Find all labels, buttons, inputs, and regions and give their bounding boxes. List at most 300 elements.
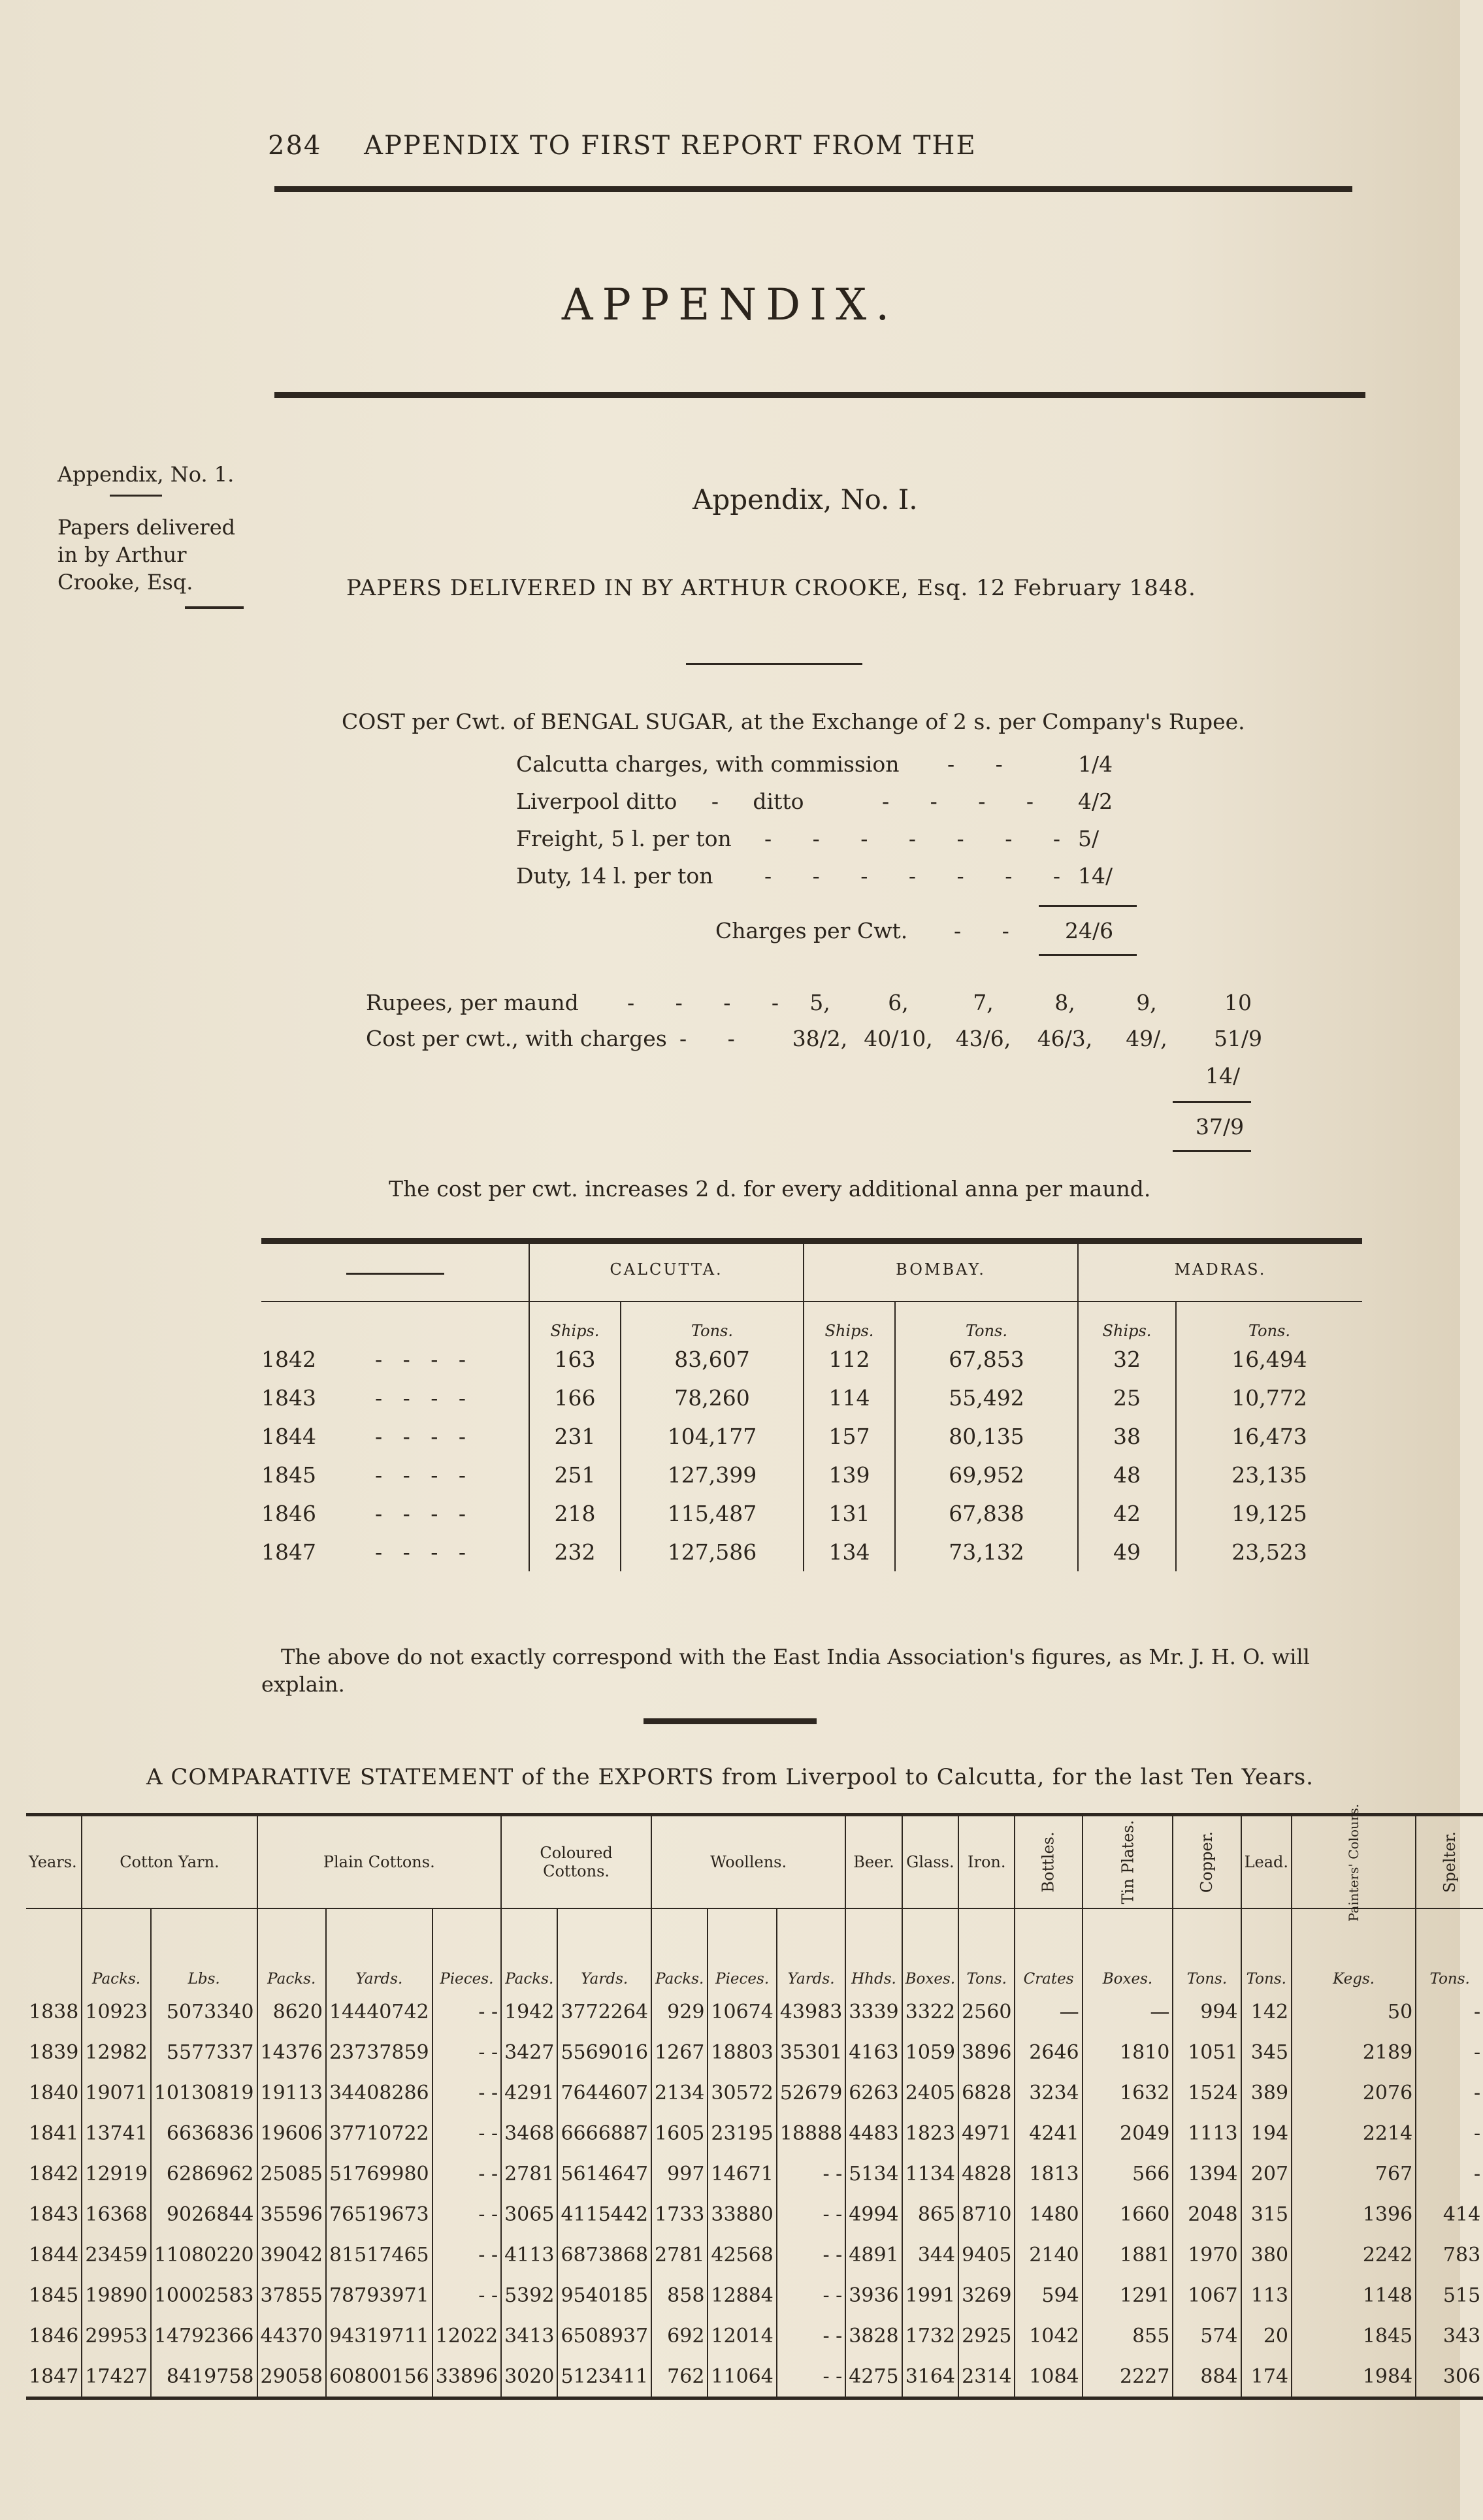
value-cell: - xyxy=(1416,1991,1483,2032)
value-cell: 174 xyxy=(1241,2356,1292,2398)
value-cell: 35301 xyxy=(777,2032,845,2072)
leader-dots: - - - - - - - xyxy=(764,826,1077,851)
cost-value: 49/, xyxy=(1126,1026,1167,1051)
leader-dots: - - - - xyxy=(627,990,796,1015)
value-cell: 1480 xyxy=(1015,2194,1082,2234)
value-cell: 8710 xyxy=(958,2194,1015,2234)
madras-tons-cell: 10,772 xyxy=(1176,1379,1362,1417)
cost-value: 40/10, xyxy=(864,1026,933,1051)
appendix-title: APPENDIX. xyxy=(561,280,899,330)
unit-label: Yards. xyxy=(557,1908,651,1991)
value-cell: 1605 xyxy=(651,2113,708,2153)
calcutta-tons-cell: 83,607 xyxy=(621,1340,804,1379)
shipping-row xyxy=(261,1494,1362,1533)
value-cell: - - xyxy=(432,2153,501,2194)
value-cell: 929 xyxy=(651,1991,708,2032)
rupee-value: 5, xyxy=(809,990,830,1015)
value-cell: - - xyxy=(432,2194,501,2234)
shipping-row xyxy=(261,1340,1362,1379)
value-cell: - - xyxy=(432,2072,501,2113)
value-cell: 2214 xyxy=(1292,2113,1416,2153)
extra-total: 37/9 xyxy=(1196,1114,1245,1139)
note-rule xyxy=(644,1718,817,1724)
comparative-row xyxy=(26,2113,1483,2153)
value-cell: - - xyxy=(432,1991,501,2032)
value-cell: 515 xyxy=(1416,2275,1483,2315)
value-cell: 33896 xyxy=(432,2356,501,2398)
value-cell: 1984 xyxy=(1292,2356,1416,2398)
iron-header: Iron. xyxy=(958,1815,1015,1909)
value-cell: 94319711 xyxy=(326,2315,432,2356)
value-cell: 78793971 xyxy=(326,2275,432,2315)
unit-label: Kegs. xyxy=(1292,1908,1416,1991)
value-cell: - xyxy=(1416,2113,1483,2153)
value-cell: 1148 xyxy=(1292,2275,1416,2315)
leader-dashes: - - - - xyxy=(374,1424,466,1449)
madras-tons-cell: 16,473 xyxy=(1176,1417,1362,1456)
shipping-row xyxy=(261,1533,1362,1571)
value-cell: 2227 xyxy=(1083,2356,1173,2398)
value-cell: 4163 xyxy=(845,2032,902,2072)
value-cell: 43983 xyxy=(777,1991,845,2032)
value-cell: 767 xyxy=(1292,2153,1416,2194)
unit-label: Tons. xyxy=(1416,1908,1483,1991)
madras-header: MADRAS. xyxy=(1078,1238,1362,1301)
value-cell: 4241 xyxy=(1015,2113,1082,2153)
value-cell: 60800156 xyxy=(326,2356,432,2398)
value-cell: 19071 xyxy=(82,2072,150,2113)
margin-note xyxy=(57,461,247,609)
value-cell: 5577337 xyxy=(151,2032,257,2072)
cost-item-label: Liverpool ditto - ditto xyxy=(516,789,804,814)
calcutta-tons-cell: 104,177 xyxy=(621,1417,804,1456)
value-cell: 1042 xyxy=(1015,2315,1082,2356)
value-cell: 51769980 xyxy=(326,2153,432,2194)
unit-label: Lbs. xyxy=(151,1908,257,1991)
bombay-ships-cell: 131 xyxy=(804,1494,895,1533)
value-cell: 1942 xyxy=(501,1991,557,2032)
value-cell: 858 xyxy=(651,2275,708,2315)
ships-subheader: Ships. xyxy=(529,1301,621,1340)
value-cell: 19606 xyxy=(257,2113,326,2153)
unit-label: Tons. xyxy=(1173,1908,1241,1991)
value-cell: 566 xyxy=(1083,2153,1173,2194)
value-cell: 692 xyxy=(651,2315,708,2356)
value-cell: 3020 xyxy=(501,2356,557,2398)
value-cell: - - xyxy=(432,2234,501,2275)
value-cell: 6828 xyxy=(958,2072,1015,2113)
calcutta-ships-cell: 232 xyxy=(529,1533,621,1571)
cost-value: 46/3, xyxy=(1037,1026,1093,1051)
value-cell: 1396 xyxy=(1292,2194,1416,2234)
unit-label: Yards. xyxy=(777,1908,845,1991)
rupees-label: Rupees, per maund xyxy=(366,990,579,1015)
cost-item-value: 1/4 xyxy=(1078,751,1113,777)
madras-tons-cell: 16,494 xyxy=(1176,1340,1362,1379)
value-cell: 10130819 xyxy=(151,2072,257,2113)
running-head xyxy=(268,131,977,161)
value-cell: 1845 xyxy=(1292,2315,1416,2356)
rupee-value: 8, xyxy=(1054,990,1075,1015)
year-cell: 1842 xyxy=(29,2162,79,2185)
value-cell: 884 xyxy=(1173,2356,1241,2398)
cost-value: 38/2, xyxy=(792,1026,848,1051)
value-cell: - xyxy=(1416,2032,1483,2072)
value-cell: 997 xyxy=(651,2153,708,2194)
madras-tons-cell: 23,135 xyxy=(1176,1456,1362,1494)
value-cell: 19890 xyxy=(82,2275,150,2315)
unit-label: Pieces. xyxy=(432,1908,501,1991)
value-cell: 3828 xyxy=(845,2315,902,2356)
value-cell: 14440742 xyxy=(326,1991,432,2032)
value-cell: 6263 xyxy=(845,2072,902,2113)
value-cell: 35596 xyxy=(257,2194,326,2234)
calcutta-tons-cell: 78,260 xyxy=(621,1379,804,1417)
value-cell: - xyxy=(1416,2072,1483,2113)
bombay-header: BOMBAY. xyxy=(804,1238,1078,1301)
value-cell: 44370 xyxy=(257,2315,326,2356)
value-cell: - - xyxy=(777,2356,845,2398)
value-cell: 11064 xyxy=(708,2356,776,2398)
value-cell: 1267 xyxy=(651,2032,708,2072)
unit-label: Packs. xyxy=(501,1908,557,1991)
year-cell: 1846 - - - - xyxy=(261,1501,466,1526)
value-cell: - - xyxy=(432,2113,501,2153)
comparative-table xyxy=(26,1803,1483,2400)
value-cell: 29058 xyxy=(257,2356,326,2398)
value-cell: 1134 xyxy=(902,2153,958,2194)
value-cell: 1291 xyxy=(1083,2275,1173,2315)
value-cell: 33880 xyxy=(708,2194,776,2234)
value-cell: 2076 xyxy=(1292,2072,1416,2113)
value-cell: 5392 xyxy=(501,2275,557,2315)
value-cell: 2405 xyxy=(902,2072,958,2113)
comparative-row xyxy=(26,2315,1483,2356)
value-cell: 2646 xyxy=(1015,2032,1082,2072)
spelter-header-text: Spelter. xyxy=(1441,1831,1459,1893)
value-cell: 3468 xyxy=(501,2113,557,2153)
value-cell: 6666887 xyxy=(557,2113,651,2153)
value-cell: 1733 xyxy=(651,2194,708,2234)
value-cell: 1394 xyxy=(1173,2153,1241,2194)
value-cell: 4994 xyxy=(845,2194,902,2234)
value-cell: 5614647 xyxy=(557,2153,651,2194)
ships-subheader: Ships. xyxy=(804,1301,895,1340)
value-cell: 1059 xyxy=(902,2032,958,2072)
value-cell: 11080220 xyxy=(151,2234,257,2275)
leader-dashes: - - - - xyxy=(374,1462,466,1488)
value-cell: 3413 xyxy=(501,2315,557,2356)
leader-dashes: - - - - xyxy=(374,1347,466,1372)
bombay-tons-cell: 67,838 xyxy=(895,1494,1078,1533)
value-cell: - - xyxy=(777,2275,845,2315)
year-cell: 1838 xyxy=(29,2000,79,2023)
value-cell: 76519673 xyxy=(326,2194,432,2234)
value-cell: 4971 xyxy=(958,2113,1015,2153)
bombay-tons-cell: 69,952 xyxy=(895,1456,1078,1494)
sum-rule xyxy=(1173,1150,1251,1152)
year-cell: 1844 xyxy=(29,2243,79,2266)
title-rule xyxy=(274,392,1365,398)
value-cell: 1632 xyxy=(1083,2072,1173,2113)
value-cell: 1810 xyxy=(1083,2032,1173,2072)
copper-header xyxy=(1173,1815,1241,1909)
madras-tons-cell: 19,125 xyxy=(1176,1494,1362,1533)
value-cell: - - xyxy=(777,2315,845,2356)
cost-value: 51/9 xyxy=(1213,1026,1263,1051)
year-cell: 1843 xyxy=(29,2202,79,2226)
value-cell: 994 xyxy=(1173,1991,1241,2032)
cotton-yarn-header: Cotton Yarn. xyxy=(82,1815,257,1909)
unit-label: Packs. xyxy=(257,1908,326,1991)
years-header: Years. xyxy=(26,1815,82,1909)
rupee-value: 9, xyxy=(1136,990,1157,1015)
unit-label: Boxes. xyxy=(902,1908,958,1991)
value-cell: 16368 xyxy=(82,2194,150,2234)
value-cell: 1823 xyxy=(902,2113,958,2153)
leader-dashes: - - - - xyxy=(374,1501,466,1526)
value-cell: 2049 xyxy=(1083,2113,1173,2153)
blank-header xyxy=(261,1238,529,1301)
value-cell: 39042 xyxy=(257,2234,326,2275)
value-cell: 345 xyxy=(1241,2032,1292,2072)
cost-item-label: Freight, 5 l. per ton xyxy=(516,826,732,851)
unit-label: Pieces. xyxy=(708,1908,776,1991)
value-cell: 1991 xyxy=(902,2275,958,2315)
year-cell: 1847 - - - - xyxy=(261,1539,466,1565)
value-cell: 2048 xyxy=(1173,2194,1241,2234)
cost-item-label: Duty, 14 l. per ton xyxy=(516,863,713,889)
value-cell: 306 xyxy=(1416,2356,1483,2398)
cost-item-value: 4/2 xyxy=(1078,789,1113,814)
glass-header: Glass. xyxy=(902,1815,958,1909)
value-cell: 5134 xyxy=(845,2153,902,2194)
madras-ships-cell: 49 xyxy=(1078,1533,1176,1571)
value-cell: 389 xyxy=(1241,2072,1292,2113)
value-cell: 3339 xyxy=(845,1991,902,2032)
year-cell: 1843 - - - - xyxy=(261,1385,466,1411)
madras-ships-cell: 42 xyxy=(1078,1494,1176,1533)
value-cell: 6636836 xyxy=(151,2113,257,2153)
section-heading: Appendix, No. I. xyxy=(693,483,918,515)
leader-dashes: - - - - xyxy=(374,1539,466,1565)
value-cell: 14792366 xyxy=(151,2315,257,2356)
value-cell: 8419758 xyxy=(151,2356,257,2398)
value-cell: 3772264 xyxy=(557,1991,651,2032)
shipping-note: The above do not exactly correspond with the East India Association's figures, as Mr. J. H. O. will explain. xyxy=(261,1645,1310,1697)
value-cell: 12014 xyxy=(708,2315,776,2356)
value-cell: 574 xyxy=(1173,2315,1241,2356)
shipping-row xyxy=(261,1456,1362,1494)
leader-dots: - - - - - - - xyxy=(764,863,1077,889)
value-cell: 2314 xyxy=(958,2356,1015,2398)
bombay-tons-cell: 80,135 xyxy=(895,1417,1078,1456)
value-cell: 7644607 xyxy=(557,2072,651,2113)
charges-label: Charges per Cwt. xyxy=(715,918,908,943)
value-cell: 20 xyxy=(1241,2315,1292,2356)
value-cell: 81517465 xyxy=(326,2234,432,2275)
value-cell: 855 xyxy=(1083,2315,1173,2356)
value-cell: 42568 xyxy=(708,2234,776,2275)
value-cell: 10002583 xyxy=(151,2275,257,2315)
value-cell: 25085 xyxy=(257,2153,326,2194)
value-cell: 414 xyxy=(1416,2194,1483,2234)
madras-ships-cell: 32 xyxy=(1078,1340,1176,1379)
tin-plates-header-text: Tin Plates. xyxy=(1118,1820,1137,1905)
tin-plates-header xyxy=(1083,1815,1173,1909)
value-cell: 14376 xyxy=(257,2032,326,2072)
shipping-row xyxy=(261,1417,1362,1456)
value-cell: 9540185 xyxy=(557,2275,651,2315)
value-cell: - xyxy=(1416,2153,1483,2194)
year-cell: 1847 xyxy=(29,2365,79,2388)
value-cell: 142 xyxy=(1241,1991,1292,2032)
value-cell: 1732 xyxy=(902,2315,958,2356)
running-title: APPENDIX TO FIRST REPORT FROM THE xyxy=(364,131,977,161)
calcutta-ships-cell: 163 xyxy=(529,1340,621,1379)
bombay-ships-cell: 134 xyxy=(804,1533,895,1571)
value-cell: 4828 xyxy=(958,2153,1015,2194)
comparative-row xyxy=(26,2072,1483,2113)
value-cell: 1970 xyxy=(1173,2234,1241,2275)
rupee-value: 6, xyxy=(888,990,909,1015)
value-cell: 5073340 xyxy=(151,1991,257,2032)
value-cell: 4113 xyxy=(501,2234,557,2275)
leader-dots: - - - - xyxy=(882,789,1051,814)
value-cell: 4115442 xyxy=(557,2194,651,2234)
value-cell: 4483 xyxy=(845,2113,902,2153)
value-cell: 2781 xyxy=(651,2234,708,2275)
value-cell: 37855 xyxy=(257,2275,326,2315)
value-cell: 6873868 xyxy=(557,2234,651,2275)
cost-item-value: 5/ xyxy=(1078,826,1100,851)
year-cell: 1846 xyxy=(29,2324,79,2348)
bombay-ships-cell: 157 xyxy=(804,1417,895,1456)
value-cell: 207 xyxy=(1241,2153,1292,2194)
value-cell: 12982 xyxy=(82,2032,150,2072)
value-cell: 9405 xyxy=(958,2234,1015,2275)
value-cell: 2781 xyxy=(501,2153,557,2194)
value-cell: 12884 xyxy=(708,2275,776,2315)
value-cell: 3269 xyxy=(958,2275,1015,2315)
cost-note: The cost per cwt. increases 2 d. for every additional anna per maund. xyxy=(389,1176,1151,1202)
value-cell: 3427 xyxy=(501,2032,557,2072)
margin-note-dash xyxy=(110,495,162,497)
value-cell: 6508937 xyxy=(557,2315,651,2356)
value-cell: 3322 xyxy=(902,1991,958,2032)
cost-value: 43/6, xyxy=(955,1026,1011,1051)
comparative-row xyxy=(26,2234,1483,2275)
value-cell: 2134 xyxy=(651,2072,708,2113)
sum-rule xyxy=(1039,905,1137,907)
bombay-tons-cell: 73,132 xyxy=(895,1533,1078,1571)
comparative-row xyxy=(26,2153,1483,2194)
value-cell: 1524 xyxy=(1173,2072,1241,2113)
leader-dots: - - xyxy=(954,918,1026,943)
cost-item-value: 14/ xyxy=(1078,863,1113,889)
leader-dashes: - - - - xyxy=(374,1385,466,1411)
value-cell: 113 xyxy=(1241,2275,1292,2315)
margin-note-rule xyxy=(185,606,244,609)
bombay-ships-cell: 112 xyxy=(804,1340,895,1379)
painters-colours-header-text: Painters' Colours. xyxy=(1346,1803,1362,1922)
comparative-row xyxy=(26,1991,1483,2032)
value-cell: 2242 xyxy=(1292,2234,1416,2275)
ships-subheader: Ships. xyxy=(1078,1301,1176,1340)
value-cell: 2189 xyxy=(1292,2032,1416,2072)
woollens-header: Woollens. xyxy=(651,1815,845,1909)
value-cell: 5569016 xyxy=(557,2032,651,2072)
cost-heading: COST per Cwt. of BENGAL SUGAR, at the Exchange of 2 s. per Company's Rupee. xyxy=(342,709,1245,734)
margin-note-text: Papers delivered in by Arthur Crooke, Esq. xyxy=(57,515,236,595)
tons-subheader: Tons. xyxy=(621,1301,804,1340)
value-cell: - - xyxy=(777,2234,845,2275)
year-cell: 1844 - - - - xyxy=(261,1424,466,1449)
section-rule xyxy=(686,663,862,665)
calcutta-ships-cell: 218 xyxy=(529,1494,621,1533)
value-cell: 10923 xyxy=(82,1991,150,2032)
value-cell: 12022 xyxy=(432,2315,501,2356)
rupee-value: 7, xyxy=(973,990,994,1015)
value-cell: 344 xyxy=(902,2234,958,2275)
unit-label: Hhds. xyxy=(845,1908,902,1991)
value-cell: 12919 xyxy=(82,2153,150,2194)
header-rule xyxy=(274,186,1352,192)
value-cell: 865 xyxy=(902,2194,958,2234)
comparative-row xyxy=(26,2275,1483,2315)
value-cell: — xyxy=(1083,1991,1173,2032)
calcutta-header: CALCUTTA. xyxy=(529,1238,804,1301)
spelter-header xyxy=(1416,1815,1483,1909)
value-cell: - - xyxy=(777,2153,845,2194)
value-cell: 19113 xyxy=(257,2072,326,2113)
value-cell: 9026844 xyxy=(151,2194,257,2234)
value-cell: 3896 xyxy=(958,2032,1015,2072)
calcutta-tons-cell: 127,399 xyxy=(621,1456,804,1494)
value-cell: 14671 xyxy=(708,2153,776,2194)
calcutta-tons-cell: 127,586 xyxy=(621,1533,804,1571)
madras-ships-cell: 48 xyxy=(1078,1456,1176,1494)
year-cell: 1845 xyxy=(29,2283,79,2307)
coloured-cottons-header: Coloured Cottons. xyxy=(501,1815,651,1909)
value-cell: - - xyxy=(432,2032,501,2072)
value-cell: 315 xyxy=(1241,2194,1292,2234)
sum-rule xyxy=(1173,1101,1251,1103)
year-cell: 1842 - - - - xyxy=(261,1347,466,1372)
rupee-value: 10 xyxy=(1224,990,1252,1015)
year-cell: 1841 xyxy=(29,2121,79,2145)
shipping-table xyxy=(261,1238,1362,1571)
tons-subheader: Tons. xyxy=(1176,1301,1362,1340)
value-cell: 5123411 xyxy=(557,2356,651,2398)
value-cell: 1660 xyxy=(1083,2194,1173,2234)
bottles-header xyxy=(1015,1815,1082,1909)
value-cell: 37710722 xyxy=(326,2113,432,2153)
value-cell: 3936 xyxy=(845,2275,902,2315)
value-cell: 2925 xyxy=(958,2315,1015,2356)
comparative-row xyxy=(26,2032,1483,2072)
leader-dots: - - xyxy=(947,751,1020,777)
units-blank xyxy=(26,1908,82,1991)
value-cell: 1051 xyxy=(1173,2032,1241,2072)
plain-cottons-header: Plain Cottons. xyxy=(257,1815,502,1909)
madras-ships-cell: 25 xyxy=(1078,1379,1176,1417)
value-cell: 6286962 xyxy=(151,2153,257,2194)
value-cell: 2560 xyxy=(958,1991,1015,2032)
value-cell: 1813 xyxy=(1015,2153,1082,2194)
value-cell: 52679 xyxy=(777,2072,845,2113)
unit-label: Yards. xyxy=(326,1908,432,1991)
